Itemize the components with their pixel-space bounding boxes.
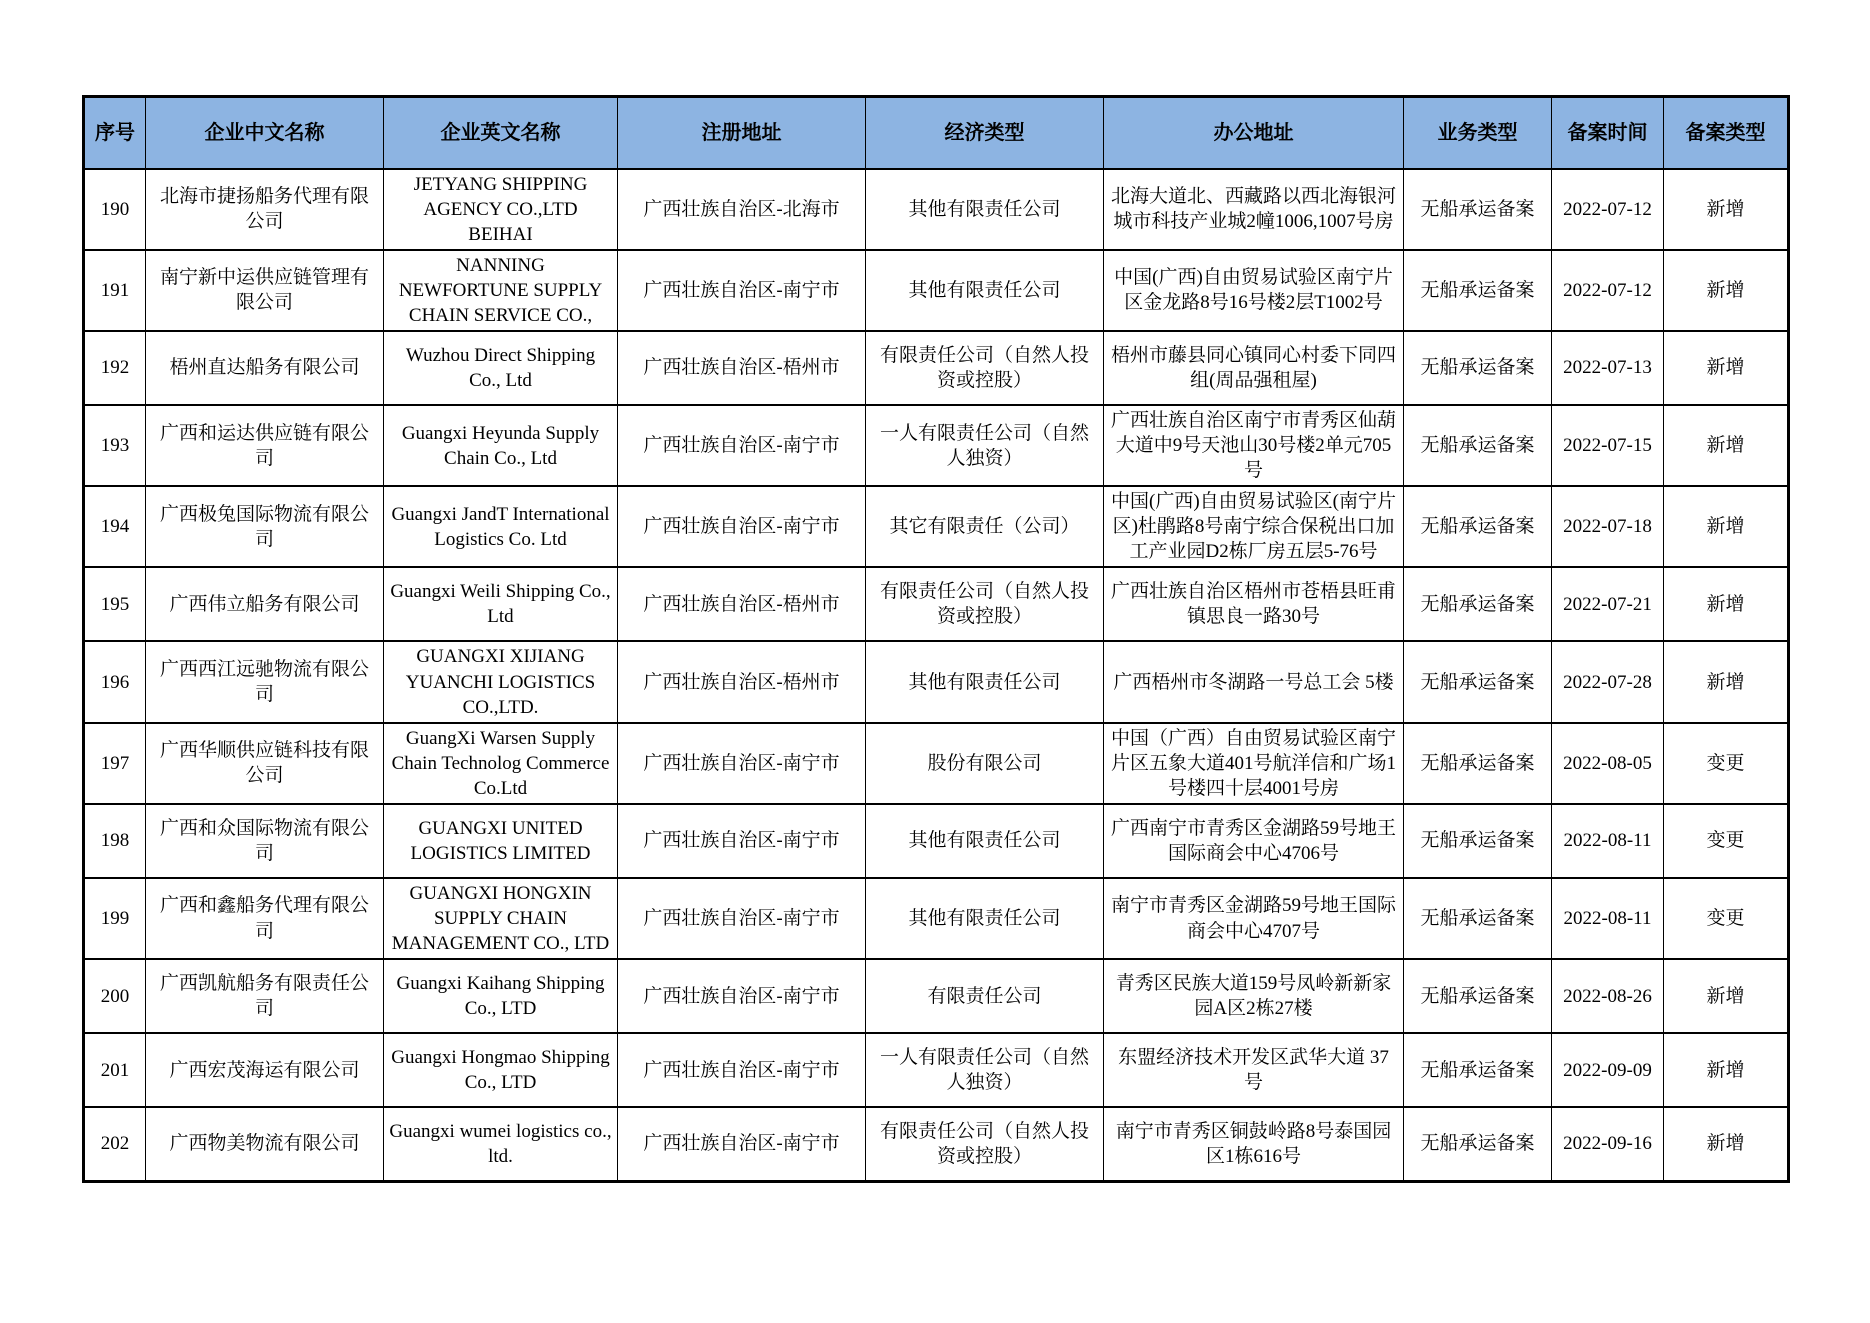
table-body — [84, 169, 1789, 1182]
economic-type: 有限责任公司（自然人投资或控股） — [866, 567, 1104, 641]
company-name-cn: 广西和鑫船务代理有限公司 — [146, 878, 384, 959]
office-address: 中国（广西）自由贸易试验区南宁片区五象大道401号航洋信和广场1号楼四十层4001号房 — [1104, 723, 1404, 804]
row-number: 190 — [84, 169, 146, 250]
table-row — [84, 723, 1789, 804]
company-name-cn: 梧州直达船务有限公司 — [146, 331, 384, 405]
company-name-cn: 北海市捷扬船务代理有限公司 — [146, 169, 384, 250]
filing-date: 2022-07-28 — [1552, 641, 1664, 722]
office-address: 南宁市青秀区金湖路59号地王国际商会中心4707号 — [1104, 878, 1404, 959]
table-row — [84, 169, 1789, 250]
registered-address: 广西壮族自治区-南宁市 — [618, 1107, 866, 1181]
company-name-en: JETYANG SHIPPING AGENCY CO.,LTD BEIHAI — [384, 169, 618, 250]
company-name-cn: 南宁新中运供应链管理有限公司 — [146, 250, 384, 331]
filing-date: 2022-09-16 — [1552, 1107, 1664, 1181]
row-number: 200 — [84, 959, 146, 1033]
filing-type: 新增 — [1664, 331, 1789, 405]
filing-date: 2022-08-26 — [1552, 959, 1664, 1033]
company-name-en: GuangXi Warsen Supply Chain Technolog Commerce Co.Ltd — [384, 723, 618, 804]
row-number: 195 — [84, 567, 146, 641]
header-filing-date: 备案时间 — [1552, 97, 1664, 169]
office-address: 广西壮族自治区南宁市青秀区仙葫大道中9号天池山30号楼2单元705号 — [1104, 405, 1404, 486]
company-name-en: Guangxi Weili Shipping Co., Ltd — [384, 567, 618, 641]
company-name-cn: 广西西江远驰物流有限公司 — [146, 641, 384, 722]
row-number: 193 — [84, 405, 146, 486]
business-type: 无船承运备案 — [1404, 959, 1552, 1033]
header-row-number: 序号 — [84, 97, 146, 169]
company-name-en: GUANGXI XIJIANG YUANCHI LOGISTICS CO.,LTD. — [384, 641, 618, 722]
header-registered-address: 注册地址 — [618, 97, 866, 169]
filing-date: 2022-07-13 — [1552, 331, 1664, 405]
table-row — [84, 250, 1789, 331]
row-number: 202 — [84, 1107, 146, 1181]
business-type: 无船承运备案 — [1404, 1033, 1552, 1107]
business-type: 无船承运备案 — [1404, 1107, 1552, 1181]
filing-type: 变更 — [1664, 878, 1789, 959]
filing-date: 2022-07-12 — [1552, 250, 1664, 331]
header-row — [84, 97, 1789, 169]
economic-type: 一人有限责任公司（自然人独资） — [866, 1033, 1104, 1107]
table-row — [84, 1107, 1789, 1181]
economic-type: 其他有限责任公司 — [866, 804, 1104, 878]
business-type: 无船承运备案 — [1404, 405, 1552, 486]
row-number: 199 — [84, 878, 146, 959]
company-name-en: GUANGXI UNITED LOGISTICS LIMITED — [384, 804, 618, 878]
table-row — [84, 1033, 1789, 1107]
filing-date: 2022-09-09 — [1552, 1033, 1664, 1107]
filing-type: 新增 — [1664, 169, 1789, 250]
company-name-en: Guangxi Heyunda Supply Chain Co., Ltd — [384, 405, 618, 486]
business-type: 无船承运备案 — [1404, 567, 1552, 641]
company-name-en: Guangxi Kaihang Shipping Co., LTD — [384, 959, 618, 1033]
table-row — [84, 331, 1789, 405]
business-type: 无船承运备案 — [1404, 804, 1552, 878]
filing-type: 新增 — [1664, 1107, 1789, 1181]
row-number: 196 — [84, 641, 146, 722]
row-number: 191 — [84, 250, 146, 331]
office-address: 东盟经济技术开发区武华大道 37号 — [1104, 1033, 1404, 1107]
filing-type: 变更 — [1664, 804, 1789, 878]
economic-type: 有限责任公司 — [866, 959, 1104, 1033]
office-address: 梧州市藤县同心镇同心村委下同四组(周品强租屋) — [1104, 331, 1404, 405]
registered-address: 广西壮族自治区-梧州市 — [618, 331, 866, 405]
office-address: 中国(广西)自由贸易试验区南宁片区金龙路8号16号楼2层T1002号 — [1104, 250, 1404, 331]
company-name-cn: 广西伟立船务有限公司 — [146, 567, 384, 641]
company-name-cn: 广西和众国际物流有限公司 — [146, 804, 384, 878]
table-row — [84, 959, 1789, 1033]
filing-date: 2022-08-11 — [1552, 804, 1664, 878]
header-company-name-cn: 企业中文名称 — [146, 97, 384, 169]
registered-address: 广西壮族自治区-南宁市 — [618, 250, 866, 331]
filing-type: 新增 — [1664, 250, 1789, 331]
table-row — [84, 405, 1789, 486]
office-address: 广西壮族自治区梧州市苍梧县旺甫镇思良一路30号 — [1104, 567, 1404, 641]
filing-date: 2022-07-18 — [1552, 486, 1664, 567]
row-number: 198 — [84, 804, 146, 878]
company-name-cn: 广西宏茂海运有限公司 — [146, 1033, 384, 1107]
header-office-address: 办公地址 — [1104, 97, 1404, 169]
economic-type: 股份有限公司 — [866, 723, 1104, 804]
economic-type: 一人有限责任公司（自然人独资） — [866, 405, 1104, 486]
registered-address: 广西壮族自治区-南宁市 — [618, 878, 866, 959]
company-name-en: GUANGXI HONGXIN SUPPLY CHAIN MANAGEMENT CO., LTD — [384, 878, 618, 959]
economic-type: 其他有限责任公司 — [866, 169, 1104, 250]
filing-type: 新增 — [1664, 641, 1789, 722]
economic-type: 有限责任公司（自然人投资或控股） — [866, 331, 1104, 405]
header-company-name-en: 企业英文名称 — [384, 97, 618, 169]
registered-address: 广西壮族自治区-南宁市 — [618, 804, 866, 878]
company-name-en: NANNING NEWFORTUNE SUPPLY CHAIN SERVICE CO., — [384, 250, 618, 331]
table-header — [84, 97, 1789, 169]
row-number: 201 — [84, 1033, 146, 1107]
filing-type: 变更 — [1664, 723, 1789, 804]
table-row — [84, 878, 1789, 959]
business-type: 无船承运备案 — [1404, 641, 1552, 722]
header-filing-type: 备案类型 — [1664, 97, 1789, 169]
row-number: 197 — [84, 723, 146, 804]
registered-address: 广西壮族自治区-梧州市 — [618, 567, 866, 641]
business-type: 无船承运备案 — [1404, 169, 1552, 250]
filing-type: 新增 — [1664, 405, 1789, 486]
row-number: 192 — [84, 331, 146, 405]
office-address: 南宁市青秀区铜鼓岭路8号泰国园区1栋616号 — [1104, 1107, 1404, 1181]
business-type: 无船承运备案 — [1404, 723, 1552, 804]
registered-address: 广西壮族自治区-南宁市 — [618, 959, 866, 1033]
filing-type: 新增 — [1664, 486, 1789, 567]
office-address: 北海大道北、西藏路以西北海银河城市科技产业城2幢1006,1007号房 — [1104, 169, 1404, 250]
business-type: 无船承运备案 — [1404, 250, 1552, 331]
table-row — [84, 567, 1789, 641]
registered-address: 广西壮族自治区-南宁市 — [618, 405, 866, 486]
company-name-cn: 广西和运达供应链有限公司 — [146, 405, 384, 486]
filing-date: 2022-08-05 — [1552, 723, 1664, 804]
header-business-type: 业务类型 — [1404, 97, 1552, 169]
filing-type: 新增 — [1664, 959, 1789, 1033]
filing-date: 2022-07-21 — [1552, 567, 1664, 641]
business-type: 无船承运备案 — [1404, 331, 1552, 405]
company-name-en: Wuzhou Direct Shipping Co., Ltd — [384, 331, 618, 405]
economic-type: 其他有限责任公司 — [866, 878, 1104, 959]
company-name-en: Guangxi JandT International Logistics Co. Ltd — [384, 486, 618, 567]
company-name-en: Guangxi Hongmao Shipping Co., LTD — [384, 1033, 618, 1107]
table-row — [84, 486, 1789, 567]
table-row — [84, 804, 1789, 878]
economic-type: 其他有限责任公司 — [866, 641, 1104, 722]
filing-date: 2022-08-11 — [1552, 878, 1664, 959]
company-filing-table — [82, 95, 1790, 1183]
office-address: 青秀区民族大道159号凤岭新新家园A区2栋27楼 — [1104, 959, 1404, 1033]
company-name-cn: 广西凯航船务有限责任公司 — [146, 959, 384, 1033]
office-address: 广西梧州市冬湖路一号总工会 5楼 — [1104, 641, 1404, 722]
filing-type: 新增 — [1664, 567, 1789, 641]
filing-date: 2022-07-15 — [1552, 405, 1664, 486]
business-type: 无船承运备案 — [1404, 878, 1552, 959]
filing-date: 2022-07-12 — [1552, 169, 1664, 250]
filing-type: 新增 — [1664, 1033, 1789, 1107]
table-row — [84, 641, 1789, 722]
economic-type: 其他有限责任公司 — [866, 250, 1104, 331]
row-number: 194 — [84, 486, 146, 567]
office-address: 中国(广西)自由贸易试验区(南宁片区)杜鹃路8号南宁综合保税出口加工产业园D2栋厂房五层5-76号 — [1104, 486, 1404, 567]
office-address: 广西南宁市青秀区金湖路59号地王国际商会中心4706号 — [1104, 804, 1404, 878]
registered-address: 广西壮族自治区-南宁市 — [618, 723, 866, 804]
registered-address: 广西壮族自治区-南宁市 — [618, 1033, 866, 1107]
header-economic-type: 经济类型 — [866, 97, 1104, 169]
registered-address: 广西壮族自治区-南宁市 — [618, 486, 866, 567]
registered-address: 广西壮族自治区-梧州市 — [618, 641, 866, 722]
registered-address: 广西壮族自治区-北海市 — [618, 169, 866, 250]
company-name-en: Guangxi wumei logistics co., ltd. — [384, 1107, 618, 1181]
business-type: 无船承运备案 — [1404, 486, 1552, 567]
company-name-cn: 广西物美物流有限公司 — [146, 1107, 384, 1181]
economic-type: 有限责任公司（自然人投资或控股） — [866, 1107, 1104, 1181]
company-name-cn: 广西极兔国际物流有限公司 — [146, 486, 384, 567]
company-name-cn: 广西华顺供应链科技有限公司 — [146, 723, 384, 804]
economic-type: 其它有限责任（公司） — [866, 486, 1104, 567]
